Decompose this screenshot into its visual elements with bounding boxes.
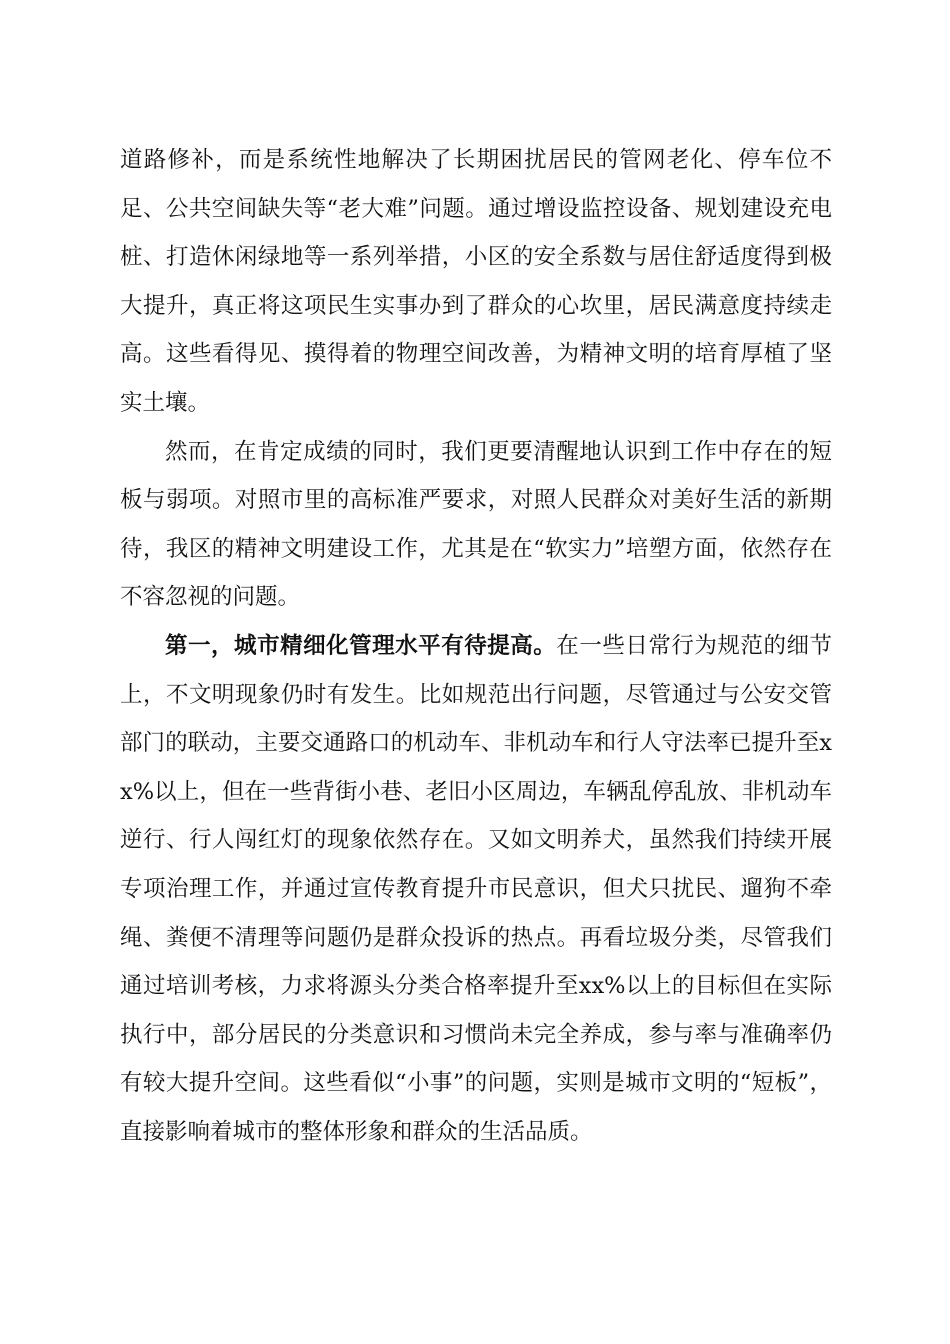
document-body	[120, 136, 832, 1156]
paragraph-3-text: 在一些日常行为规范的细节上，不文明现象仍时有发生。比如规范出行问题，尽管通过与公安交管部门的联动，主要交通路口的机动车、非机动车和行人守法率已提升至xx%以上，但在一些背街小巷、老旧小区周边，车辆乱停乱放、非机动车逆行、行人闯红灯的现象依然存在。又如文明养犬，虽然我们持续开展专项治理工作，并通过宣传教育提升市民意识，但犬只扰民、遛狗不牵绳、粪便不清理等问题仍是群众投诉的热点。再看垃圾分类，尽管我们通过培训考核，力求将源头分类合格率提升至xx%以上的目标但在实际执行中，部分居民的分类意识和习惯尚未完全养成，参与率与准确率仍有较大提升空间。这些看似“小事”的问题，实则是城市文明的“短板”，直接影响着城市的整体形象和群众的生活品质。	[120, 632, 832, 1145]
paragraph-3	[120, 622, 832, 1157]
paragraph-2-text: 然而，在肯定成绩的同时，我们更要清醒地认识到工作中存在的短板与弱项。对照市里的高标准严要求，对照人民群众对美好生活的新期待，我区的精神文明建设工作，尤其是在“软实力”培塑方面，依然存在不容忽视的问题。	[120, 438, 832, 611]
paragraph-1-text: 道路修补，而是系统性地解决了长期困扰居民的管网老化、停车位不足、公共空间缺失等“老大难”问题。通过增设监控设备、规划建设充电桩、打造休闲绿地等一系列举措，小区的安全系数与居住舒适度得到极大提升，真正将这项民生实事办到了群众的心坎里，居民满意度持续走高。这些看得见、摸得着的物理空间改善，为精神文明的培育厚植了坚实土壤。	[120, 147, 832, 416]
paragraph-2	[120, 428, 832, 622]
paragraph-3-lead: 第一，城市精细化管理水平有待提高。	[165, 632, 557, 659]
paragraph-1	[120, 136, 832, 428]
